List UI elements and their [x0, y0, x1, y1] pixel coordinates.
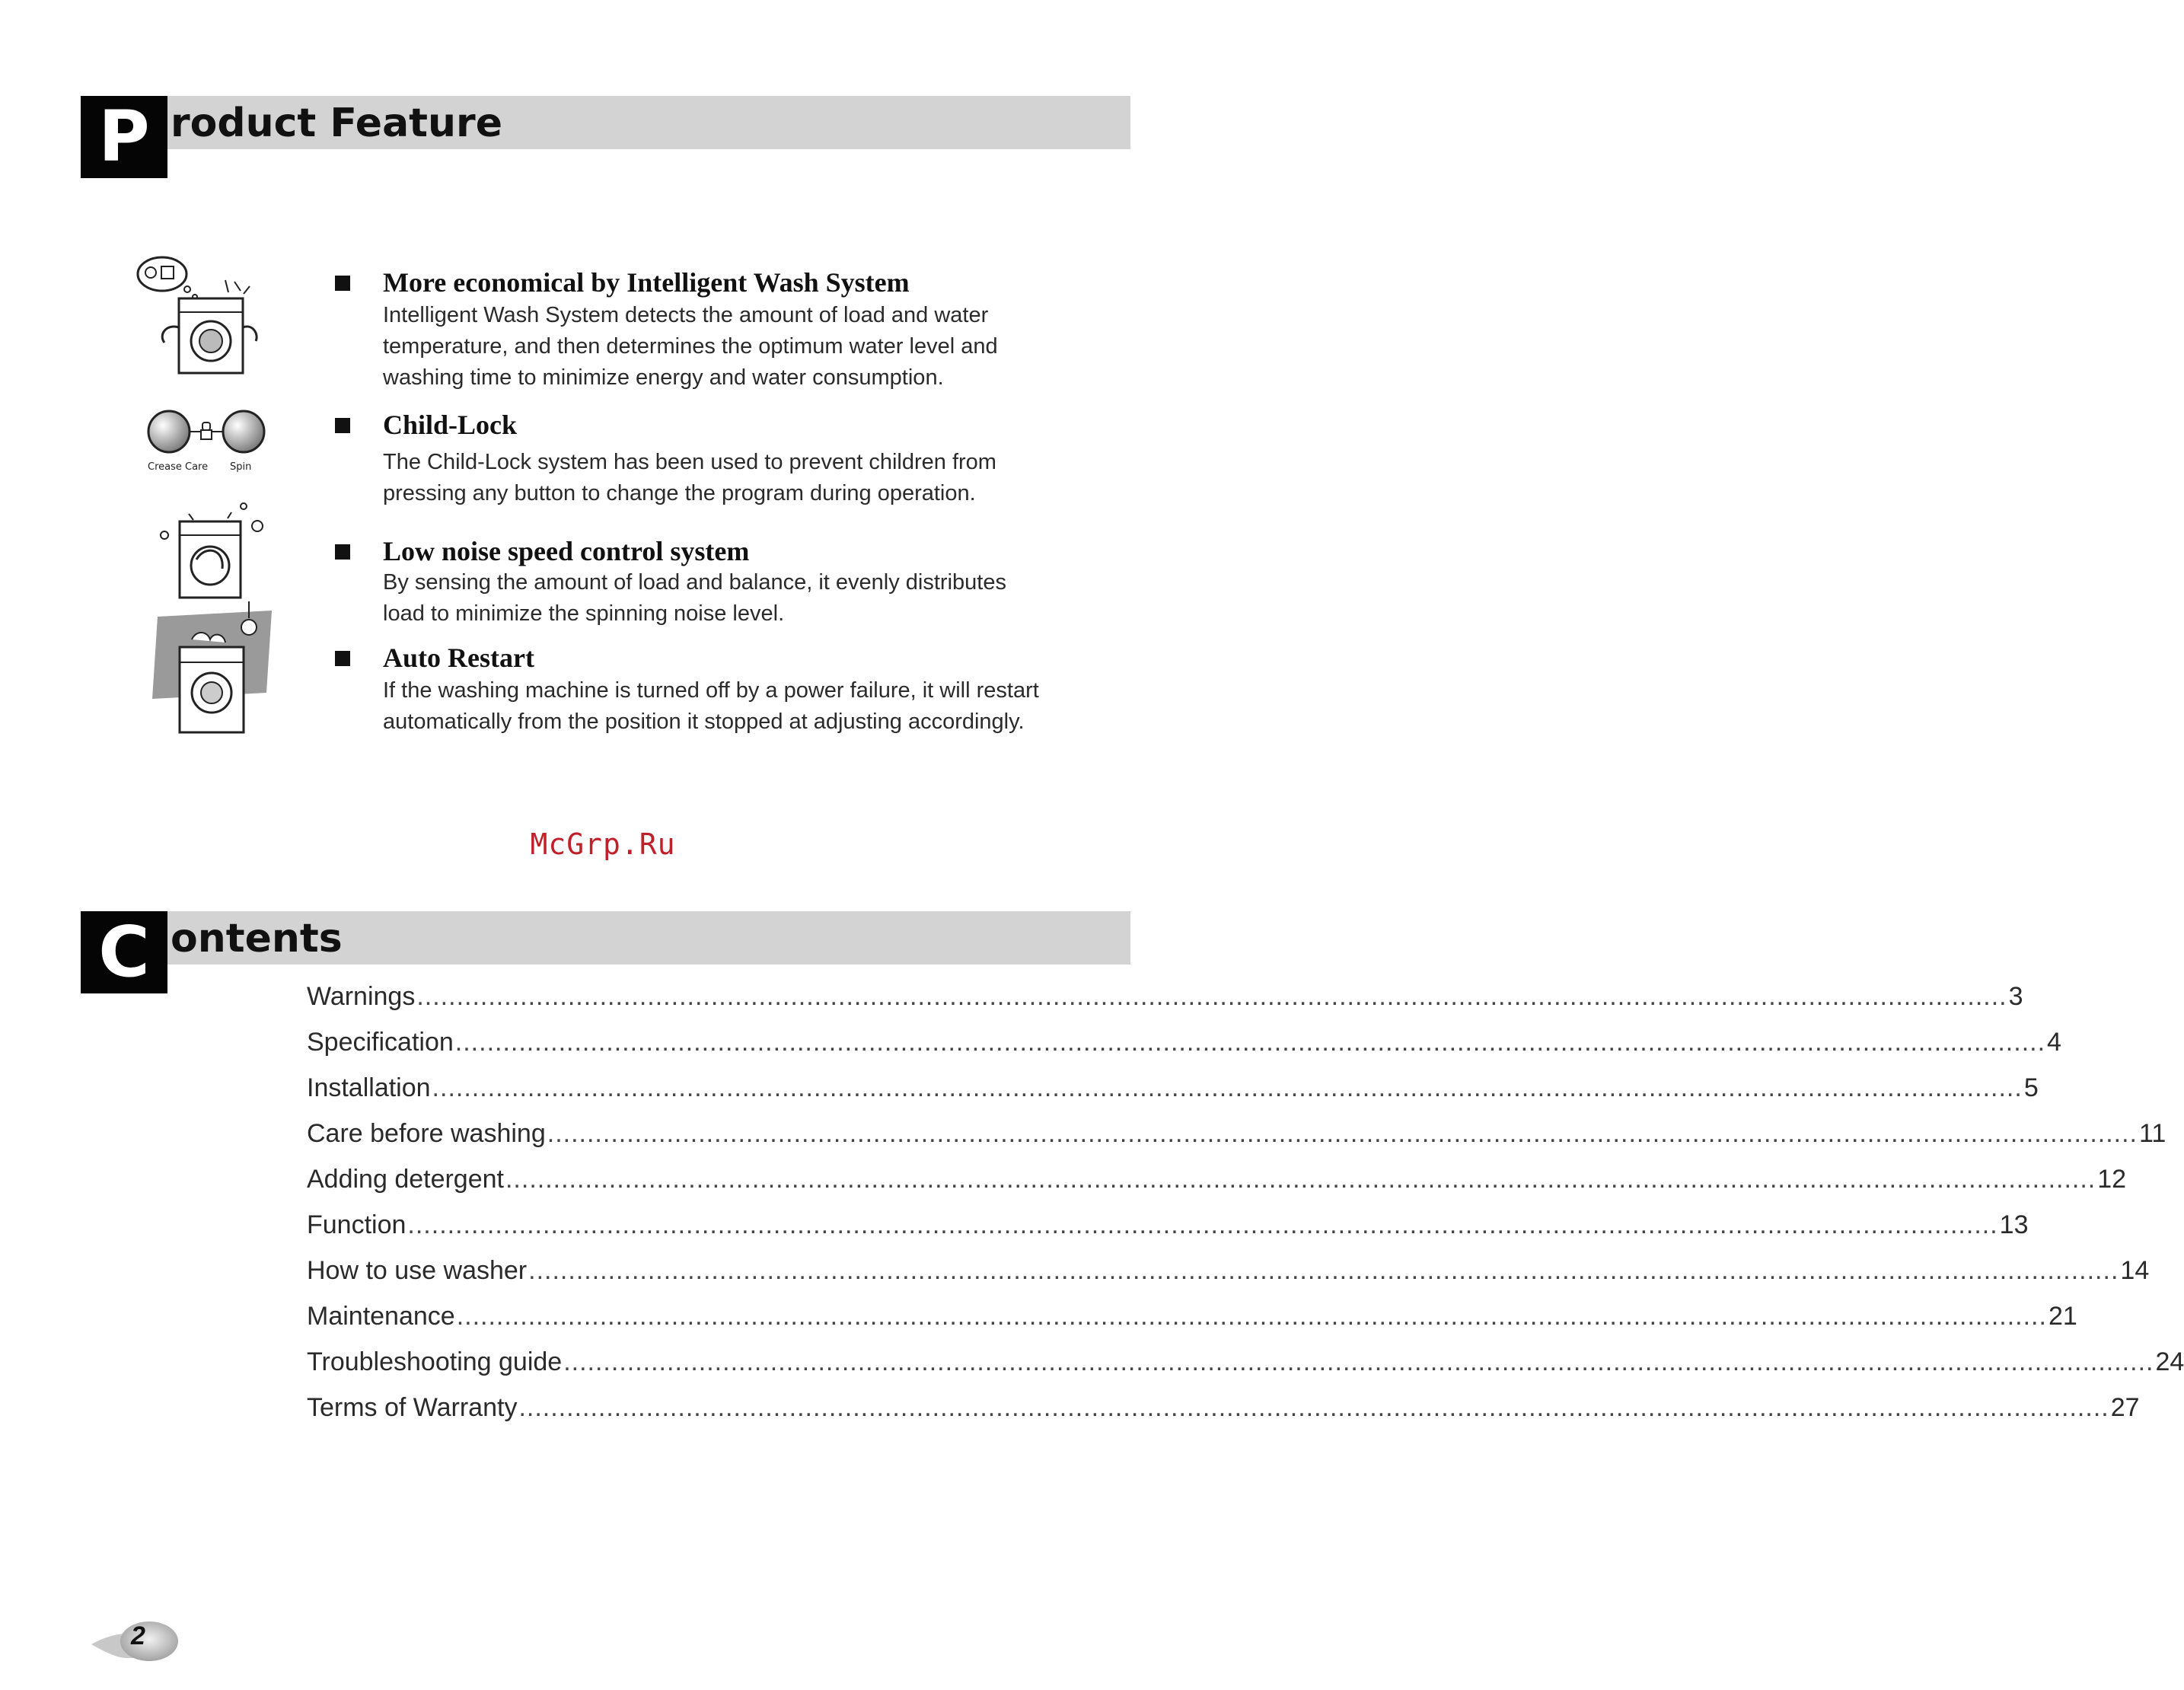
feature-description	[383, 300, 1144, 394]
toc-label: Specification	[307, 1028, 454, 1057]
description-line: temperature, and then determines the optimum water level and	[383, 334, 998, 359]
page-number-badge	[90, 1614, 181, 1663]
square-bullet-icon	[335, 418, 350, 433]
toc-label: Warnings	[307, 982, 416, 1011]
square-bullet-icon	[335, 276, 350, 291]
toc-label: Maintenance	[307, 1302, 455, 1331]
toc-entry-specification[interactable]	[307, 1028, 2061, 1073]
square-bullet-icon	[335, 544, 350, 560]
toc-entry-adding-detergent[interactable]	[307, 1165, 2127, 1210]
toc-label: Terms of Warranty	[307, 1393, 518, 1422]
toc-entry-installation[interactable]	[307, 1073, 2039, 1119]
toc-page-number: 11	[2139, 1119, 2166, 1148]
description-line: By sensing the amount of load and balance, it evenly distributes	[383, 570, 1006, 595]
toc-label: Function	[307, 1210, 407, 1239]
toc-leader-dots: ........................................................................................................................................................................................................	[505, 1165, 2096, 1194]
toc-label: Troubleshooting guide	[307, 1347, 563, 1376]
crease-care-label: Crease Care	[148, 461, 209, 473]
toc-leader-dots: ........................................................................................................................................................................................................	[432, 1073, 2023, 1102]
toc-leader-dots: ........................................................................................................................................................................................................	[416, 982, 2007, 1011]
toc-entry-terms-of-warranty[interactable]	[307, 1393, 2140, 1439]
toc-page-number: 13	[1999, 1210, 2029, 1239]
washer-thinking-illustration	[128, 251, 265, 381]
feature-title: Low noise speed control system	[383, 536, 750, 566]
toc-label: Adding detergent	[307, 1165, 504, 1194]
header-title: roduct Feature	[171, 100, 502, 146]
toc-leader-dots: ........................................................................................................................................................................................................	[547, 1119, 2138, 1148]
spin-label: Spin	[230, 461, 252, 473]
feature-description	[383, 567, 1144, 630]
feature-title: Auto Restart	[383, 643, 534, 673]
toc-entry-how-to-use-washer[interactable]	[307, 1256, 2150, 1302]
toc-entry-care-before-washing[interactable]	[307, 1119, 2166, 1165]
product-feature-header	[81, 96, 1130, 178]
toc-leader-dots: ........................................................................................................................................................................................................	[454, 1028, 2046, 1057]
description-line: load to minimize the spinning noise level.	[383, 601, 785, 626]
table-of-contents	[307, 982, 2184, 1439]
description-line: pressing any button to change the program during operation.	[383, 481, 976, 505]
feature-description	[383, 675, 1144, 738]
child-lock-buttons-illustration	[145, 407, 274, 476]
toc-page-number: 3	[2008, 982, 2023, 1011]
toc-entry-warnings[interactable]	[307, 982, 2023, 1028]
description-line: washing time to minimize energy and water consumption.	[383, 365, 944, 390]
description-line: automatically from the position it stopped at adjusting accordingly.	[383, 709, 1025, 734]
square-bullet-icon	[335, 651, 350, 666]
toc-leader-dots: ........................................................................................................................................................................................................	[407, 1210, 1998, 1239]
toc-page-number: 24	[2155, 1347, 2184, 1376]
feature-title: More economical by Intelligent Wash System	[383, 267, 910, 298]
toc-label: Care before washing	[307, 1119, 546, 1148]
toc-entry-maintenance[interactable]	[307, 1302, 2077, 1347]
feature-title: Child-Lock	[383, 410, 518, 440]
toc-leader-dots: ........................................................................................................................................................................................................	[456, 1302, 2047, 1331]
toc-label: Installation	[307, 1073, 431, 1102]
auto-restart-washer-illustration	[146, 601, 276, 738]
toc-label: How to use washer	[307, 1256, 528, 1285]
header-title: ontents	[171, 916, 343, 961]
toc-leader-dots: ........................................................................................................................................................................................................	[528, 1256, 2119, 1285]
toc-page-number: 4	[2047, 1028, 2061, 1057]
toc-page-number: 21	[2048, 1302, 2077, 1331]
feature-description	[383, 447, 1144, 509]
toc-entry-troubleshooting-guide[interactable]	[307, 1347, 2184, 1393]
toc-leader-dots: ........................................................................................................................................................................................................	[518, 1393, 2109, 1422]
page-number: 2	[131, 1621, 145, 1650]
toc-page-number: 27	[2110, 1393, 2140, 1422]
header-initial-letter: P	[81, 96, 167, 178]
toc-page-number: 5	[2023, 1073, 2039, 1102]
description-line: If the washing machine is turned off by a power failure, it will restart	[383, 678, 1039, 703]
contents-header	[81, 911, 1130, 993]
toc-page-number: 12	[2097, 1165, 2127, 1194]
watermark-text: McGrp.Ru	[530, 827, 676, 861]
description-line: Intelligent Wash System detects the amount of load and water	[383, 303, 989, 327]
header-initial-letter: C	[81, 911, 167, 993]
balanced-load-washer-illustration	[152, 499, 274, 601]
description-line: The Child-Lock system has been used to prevent children from	[383, 450, 996, 474]
toc-leader-dots: ........................................................................................................................................................................................................	[563, 1347, 2154, 1376]
toc-entry-function[interactable]	[307, 1210, 2029, 1256]
toc-page-number: 14	[2120, 1256, 2150, 1285]
